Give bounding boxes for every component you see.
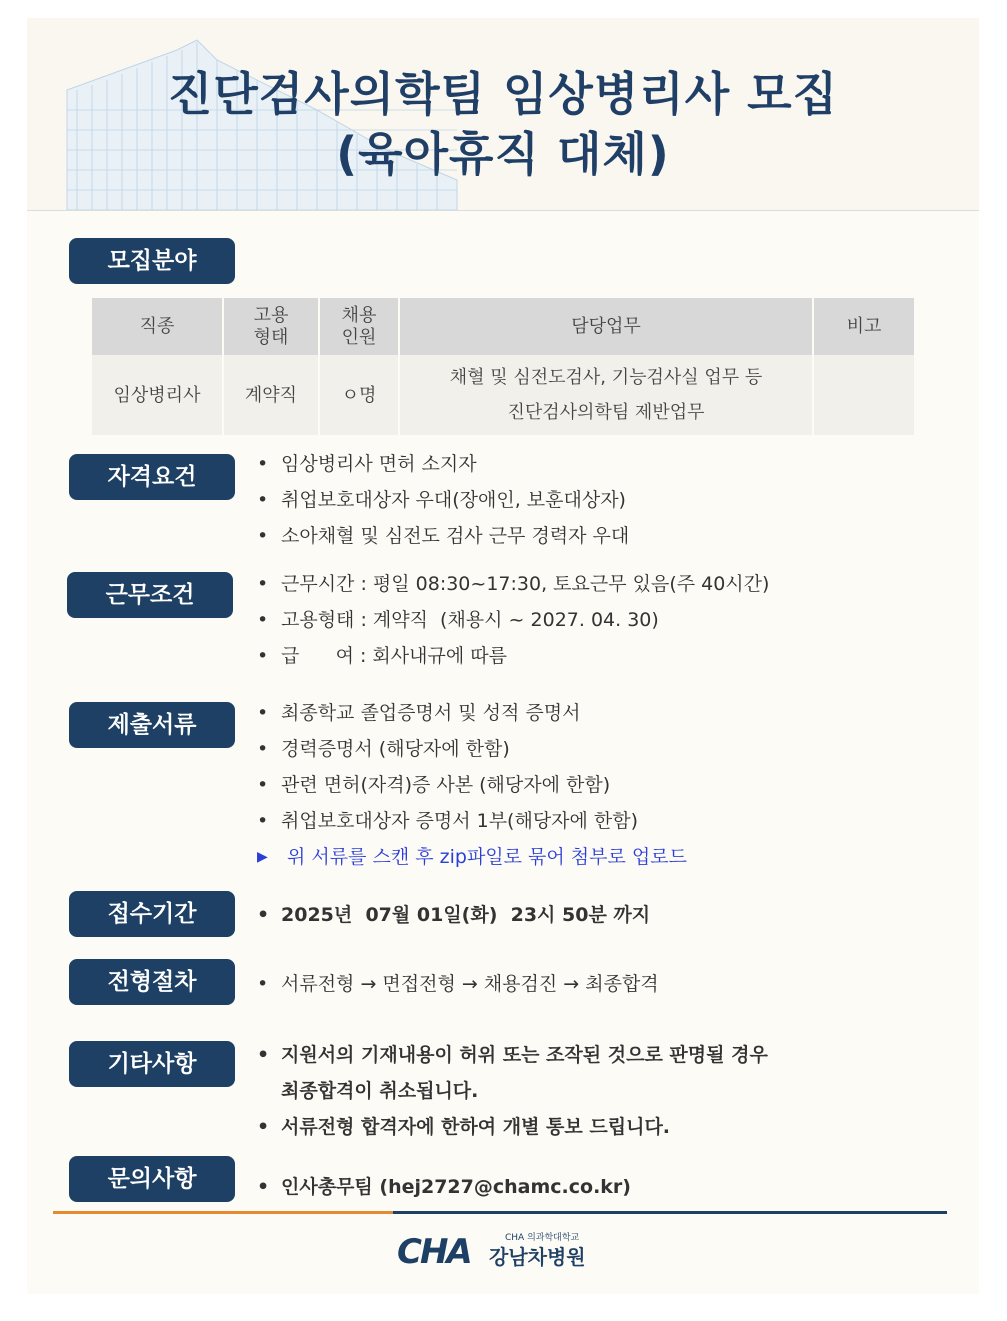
section-label-process: 전형절차 xyxy=(69,959,235,1005)
deadline-text: • 2025년 07월 01일(화) 23시 50분 까지 xyxy=(257,897,650,933)
header-banner xyxy=(27,18,979,211)
list-item: • 서류전형 합격자에 한하여 개별 통보 드립니다. xyxy=(257,1109,768,1145)
table-row xyxy=(92,355,914,435)
header-cell: 비고 xyxy=(813,298,914,355)
title-line-1: 진단검사의학팀 임상병리사 모집 xyxy=(167,67,839,121)
process-steps: • 서류전형 → 면접전형 → 채용검진 → 최종합격 xyxy=(257,966,659,1002)
list-item: • 급 여 : 회사내규에 따름 xyxy=(257,638,769,674)
title-line-2: (육아휴직 대체) xyxy=(336,127,670,181)
table-cell: 계약직 xyxy=(223,355,319,435)
section-label-period: 접수기간 xyxy=(69,891,235,937)
table-cell: 임상병리사 xyxy=(92,355,223,435)
list-item: • 지원서의 기재내용이 허위 또는 조작된 것으로 판명될 경우 xyxy=(257,1037,768,1073)
header-cell: 채용 인원 xyxy=(319,298,399,355)
list-item: • 관련 면허(자격)증 사본 (해당자에 한함) xyxy=(257,767,687,803)
section-label-contact: 문의사항 xyxy=(69,1156,235,1202)
section-label-qualification: 자격요건 xyxy=(69,454,235,500)
cha-logo-mark: CHA xyxy=(397,1232,471,1272)
logo-hospital-name: 강남차병원 xyxy=(489,1245,586,1269)
list-item: • 소아채혈 및 심전도 검사 근무 경력자 우대 xyxy=(257,518,629,554)
header-cell: 직종 xyxy=(92,298,223,355)
section-label-documents: 제출서류 xyxy=(69,702,235,748)
section-label-recruit: 모집분야 xyxy=(69,238,235,284)
list-item-continued: 최종합격이 취소됩니다. xyxy=(281,1080,479,1102)
documents-list xyxy=(257,695,687,875)
section-label-conditions: 근무조건 xyxy=(67,572,233,618)
recruit-table xyxy=(92,298,914,435)
list-item: • 취업보호대상자 증명서 1부(해당자에 한함) xyxy=(257,803,687,839)
logo-subtitle: CHA 의과학대학교 xyxy=(505,1233,580,1243)
list-item: • 최종학교 졸업증명서 및 성적 증명서 xyxy=(257,695,687,731)
header-cell: 담당업무 xyxy=(399,298,813,355)
header-cell: 고용 형태 xyxy=(223,298,319,355)
table-header-row xyxy=(92,298,914,355)
table-cell xyxy=(813,355,914,435)
section-label-etc: 기타사항 xyxy=(69,1041,235,1087)
contact-list xyxy=(257,1169,631,1205)
table-cell: 채혈 및 심전도검사, 기능검사실 업무 등 진단검사의학팀 제반업무 xyxy=(399,355,813,435)
job-posting-page xyxy=(27,18,979,1294)
list-item: • 경력증명서 (해당자에 한함) xyxy=(257,731,687,767)
etc-list xyxy=(257,1037,768,1145)
table-cell: ㅇ명 xyxy=(319,355,399,435)
list-item: • 취업보호대상자 우대(장애인, 보훈대상자) xyxy=(257,482,629,518)
footer-divider-navy xyxy=(393,1211,947,1214)
footer-divider-orange xyxy=(53,1211,393,1214)
list-item: • 근무시간 : 평일 08:30~17:30, 토요근무 있음(주 40시간) xyxy=(257,566,769,602)
conditions-list xyxy=(257,566,769,674)
upload-note: ▶ 위 서류를 스캔 후 zip파일로 묶어 첨부로 업로드 xyxy=(257,839,687,875)
process-list xyxy=(257,966,659,1002)
qualification-list xyxy=(257,446,629,554)
list-item: • 임상병리사 면허 소지자 xyxy=(257,446,629,482)
period-list xyxy=(257,897,650,933)
page-title xyxy=(27,64,979,184)
list-item: • 고용형태 : 계약직 (채용시 ~ 2027. 04. 30) xyxy=(257,602,769,638)
contact-text: • 인사총무팀 (hej2727@chamc.co.kr) xyxy=(257,1169,631,1205)
